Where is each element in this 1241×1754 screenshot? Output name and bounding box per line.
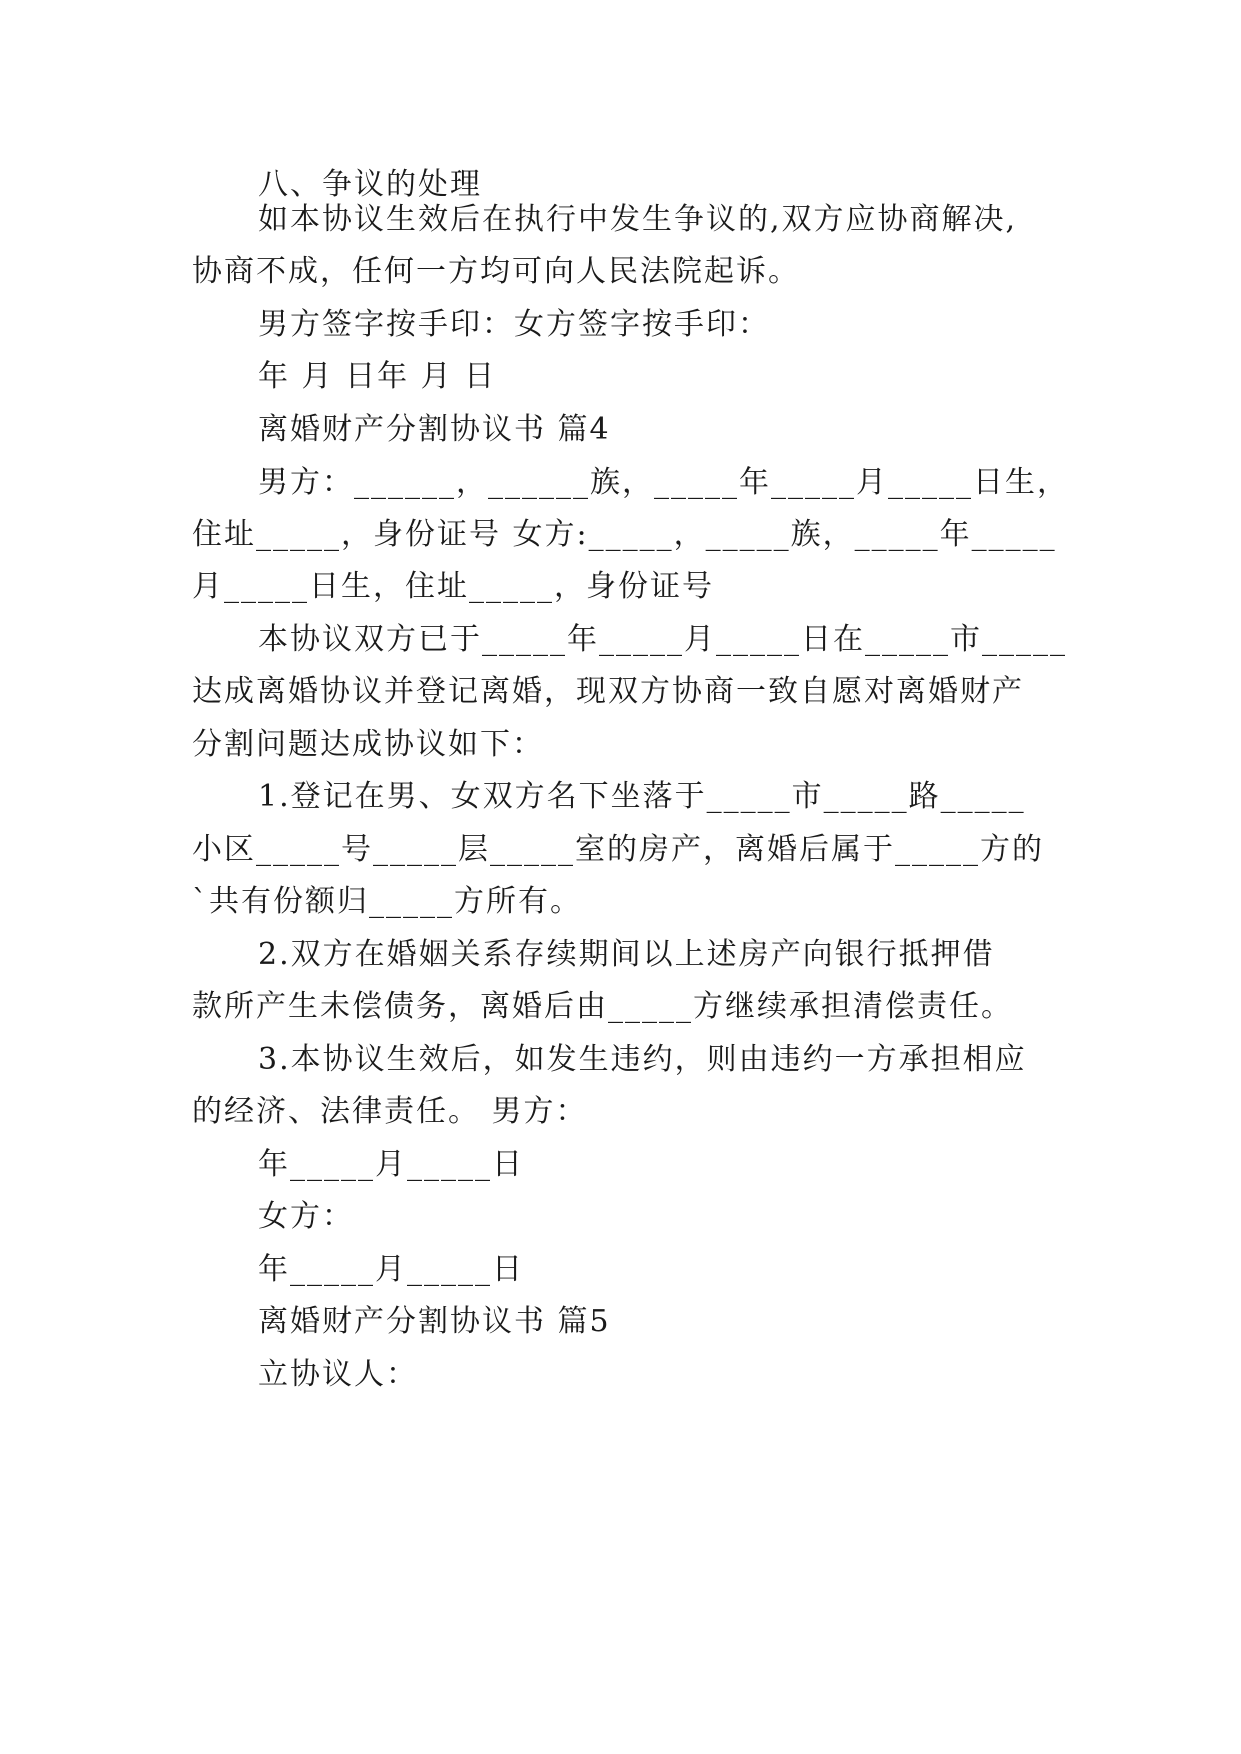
paragraph-line: 月_____日生，住址_____，身份证号 <box>192 569 714 604</box>
date-line: 年_____月_____日 <box>258 1252 524 1287</box>
paragraph-line: 本协议双方已于_____年_____月_____日在_____市_____ <box>258 622 1067 657</box>
clause-2: 2.双方在婚姻关系存续期间以上述房产向银行抵押借 <box>258 937 995 972</box>
section-title-part4: 离婚财产分割协议书 篇4 <box>258 412 611 447</box>
date-line: 年_____月_____日 <box>258 1147 524 1182</box>
paragraph-line: `共有份额归_____方所有。 <box>192 884 582 919</box>
paragraph-line: 协商不成，任何一方均可向人民法院起诉。 <box>192 254 800 289</box>
section-title-part5: 离婚财产分割协议书 篇5 <box>258 1304 611 1339</box>
paragraph-line: 男方：______，______族，_____年_____月_____日生， <box>258 465 1069 500</box>
paragraph-line: 小区_____号_____层_____室的房产，离婚后属于_____方的 <box>192 832 1044 867</box>
signature-line: 男方签字按手印：女方签字按手印： <box>258 307 770 342</box>
paragraph-line: 如本协议生效后在执行中发生争议的,双方应协商解决, <box>258 202 1018 237</box>
section-heading-dispute: 八、争议的处理 <box>258 167 482 202</box>
paragraph-line: 的经济、法律责任。 男方： <box>192 1094 588 1129</box>
clause-1: 1.登记在男、女双方名下坐落于_____市_____路_____ <box>258 779 1026 814</box>
date-line: 年 月 日年 月 日 <box>258 359 497 394</box>
paragraph-line: 款所产生未偿债务，离婚后由_____方继续承担清偿责任。 <box>192 989 1013 1024</box>
clause-3: 3.本协议生效后，如发生违约，则由违约一方承担相应 <box>258 1042 1027 1077</box>
paragraph-line: 分割问题达成协议如下： <box>192 727 544 762</box>
signature-label-female: 女方： <box>258 1199 354 1234</box>
paragraph-line: 住址_____，身份证号 女方:_____，_____族，_____年_____ <box>192 517 1057 552</box>
paragraph-line: 达成离婚协议并登记离婚，现双方协商一致自愿对离婚财产 <box>192 674 1024 709</box>
party-label: 立协议人： <box>258 1357 418 1392</box>
